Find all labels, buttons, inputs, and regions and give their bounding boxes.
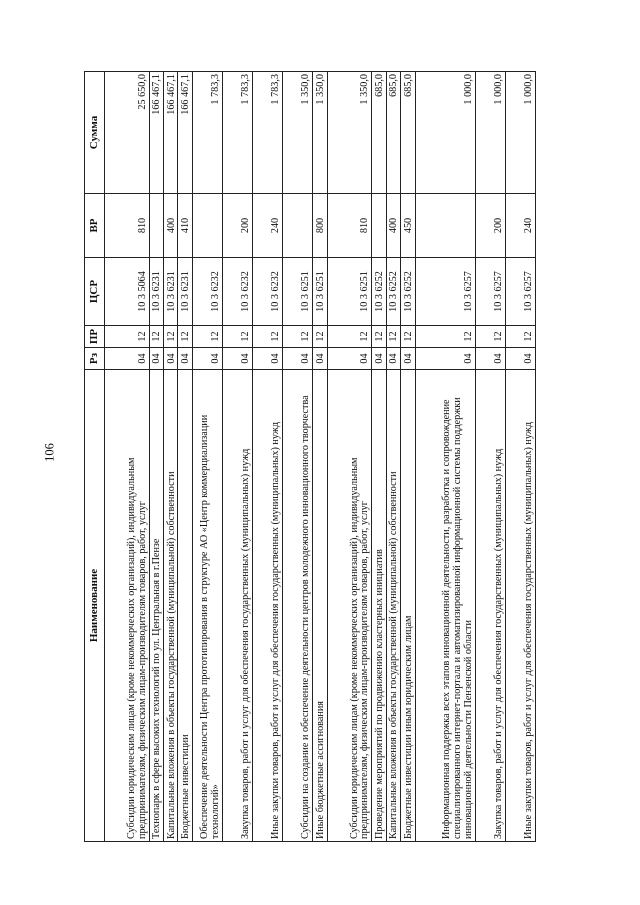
table-row xyxy=(415,72,475,842)
cell-csr: 10 3 6232 xyxy=(253,258,283,326)
cell-vr: 240 xyxy=(253,194,283,258)
cell-pr: 12 xyxy=(178,326,192,348)
cell-name: Капитальные вложения в объекты государственной (муниципальной) собственности xyxy=(164,370,178,842)
cell-pr: 12 xyxy=(283,326,313,348)
header-rz: Рз xyxy=(85,348,105,370)
budget-table xyxy=(84,71,536,842)
cell-vr xyxy=(415,194,475,258)
cell-csr: 10 3 6232 xyxy=(223,258,253,326)
cell-csr: 10 3 6232 xyxy=(192,258,222,326)
cell-rz: 04 xyxy=(178,348,192,370)
cell-vr: 450 xyxy=(401,194,415,258)
cell-vr: 800 xyxy=(313,194,327,258)
table-row xyxy=(253,72,283,842)
cell-sum: 25 650,0 xyxy=(105,72,150,194)
header-vr: ВР xyxy=(85,194,105,258)
cell-pr: 12 xyxy=(415,326,475,348)
cell-csr: 10 3 6252 xyxy=(401,258,415,326)
cell-vr xyxy=(192,194,222,258)
cell-name: Закупка товаров, работ и услуг для обеспечения государственных (муниципальных) нужд xyxy=(223,370,253,842)
table-header-row xyxy=(85,72,105,842)
cell-pr: 12 xyxy=(505,326,535,348)
table-row xyxy=(149,72,163,842)
cell-rz: 04 xyxy=(372,348,386,370)
cell-vr: 810 xyxy=(327,194,372,258)
cell-sum: 1 350,0 xyxy=(327,72,372,194)
rotated-table-wrapper xyxy=(84,72,536,842)
cell-csr: 10 3 6257 xyxy=(415,258,475,326)
cell-vr: 400 xyxy=(386,194,400,258)
table-row xyxy=(223,72,253,842)
cell-vr: 400 xyxy=(164,194,178,258)
cell-sum: 1 000,0 xyxy=(415,72,475,194)
table-row xyxy=(372,72,386,842)
header-csr: ЦСР xyxy=(85,258,105,326)
cell-vr: 410 xyxy=(178,194,192,258)
cell-pr: 12 xyxy=(372,326,386,348)
cell-sum: 1 000,0 xyxy=(475,72,505,194)
table-row xyxy=(327,72,372,842)
cell-vr: 200 xyxy=(223,194,253,258)
cell-sum: 1 350,0 xyxy=(283,72,313,194)
table-row xyxy=(401,72,415,842)
cell-csr: 10 3 6251 xyxy=(313,258,327,326)
cell-csr: 10 3 6251 xyxy=(327,258,372,326)
cell-pr: 12 xyxy=(327,326,372,348)
cell-name: Субсидии на создание и обеспечение деятельности центров молодежного инновационного творчества xyxy=(283,370,313,842)
cell-rz: 04 xyxy=(223,348,253,370)
cell-name: Технопарк в сфере высоких технологий по ул. Центральная в г.Пензе xyxy=(149,370,163,842)
cell-csr: 10 3 5064 xyxy=(105,258,150,326)
cell-csr: 10 3 6257 xyxy=(475,258,505,326)
cell-name: Информационная поддержка всех этапов инновационной деятельности, разработка и сопровождение специализированного интернет-портала и автоматизированной информационной системы поддержки инновационной деятельности Пензенской области xyxy=(415,370,475,842)
cell-sum: 166 467,1 xyxy=(178,72,192,194)
cell-vr xyxy=(372,194,386,258)
cell-name: Закупка товаров, работ и услуг для обеспечения государственных (муниципальных) нужд xyxy=(475,370,505,842)
cell-rz: 04 xyxy=(505,348,535,370)
cell-csr: 10 3 6252 xyxy=(372,258,386,326)
table-row xyxy=(283,72,313,842)
cell-name: Иные закупки товаров, работ и услуг для обеспечения государственных (муниципальных) нужд xyxy=(253,370,283,842)
page-number: 106 xyxy=(42,443,57,462)
cell-name: Иные бюджетные ассигнования xyxy=(313,370,327,842)
cell-csr: 10 3 6231 xyxy=(164,258,178,326)
cell-vr xyxy=(149,194,163,258)
cell-sum: 1 350,0 xyxy=(313,72,327,194)
table-row xyxy=(105,72,150,842)
cell-rz: 04 xyxy=(149,348,163,370)
table-row xyxy=(192,72,222,842)
cell-rz: 04 xyxy=(105,348,150,370)
cell-pr: 12 xyxy=(475,326,505,348)
cell-name: Субсидии юридическим лицам (кроме некоммерческих организаций), индивидуальным предпринимателям, физическим лицам-производителям товаров, работ, услуг xyxy=(327,370,372,842)
table-row xyxy=(164,72,178,842)
cell-name: Субсидии юридическим лицам (кроме некоммерческих организаций), индивидуальным предпринимателям, физическим лицам-производителям товаров, работ, услуг xyxy=(105,370,150,842)
cell-pr: 12 xyxy=(223,326,253,348)
cell-pr: 12 xyxy=(401,326,415,348)
cell-pr: 12 xyxy=(149,326,163,348)
header-pr: ПР xyxy=(85,326,105,348)
table-row xyxy=(475,72,505,842)
cell-sum: 166 467,1 xyxy=(149,72,163,194)
cell-rz: 04 xyxy=(386,348,400,370)
cell-sum: 1 000,0 xyxy=(505,72,535,194)
cell-pr: 12 xyxy=(253,326,283,348)
cell-vr: 240 xyxy=(505,194,535,258)
cell-rz: 04 xyxy=(253,348,283,370)
cell-rz: 04 xyxy=(313,348,327,370)
cell-sum: 685,0 xyxy=(401,72,415,194)
table-row xyxy=(505,72,535,842)
cell-sum: 166 467,1 xyxy=(164,72,178,194)
cell-sum: 1 783,3 xyxy=(192,72,222,194)
header-sum: Сумма xyxy=(85,72,105,194)
table-row xyxy=(178,72,192,842)
cell-pr: 12 xyxy=(192,326,222,348)
cell-rz: 04 xyxy=(327,348,372,370)
cell-pr: 12 xyxy=(386,326,400,348)
cell-pr: 12 xyxy=(105,326,150,348)
cell-csr: 10 3 6252 xyxy=(386,258,400,326)
cell-rz: 04 xyxy=(192,348,222,370)
cell-name: Обеспечение деятельности Центра прототипирования в структуре АО «Центр коммерциализации технологий» xyxy=(192,370,222,842)
cell-name: Бюджетные инвестиции xyxy=(178,370,192,842)
cell-rz: 04 xyxy=(475,348,505,370)
cell-rz: 04 xyxy=(401,348,415,370)
table-row xyxy=(313,72,327,842)
cell-pr: 12 xyxy=(313,326,327,348)
table-row xyxy=(386,72,400,842)
cell-rz: 04 xyxy=(415,348,475,370)
cell-name: Иные закупки товаров, работ и услуг для обеспечения государственных (муниципальных) нужд xyxy=(505,370,535,842)
cell-rz: 04 xyxy=(164,348,178,370)
cell-sum: 685,0 xyxy=(386,72,400,194)
cell-csr: 10 3 6231 xyxy=(149,258,163,326)
cell-vr: 810 xyxy=(105,194,150,258)
cell-csr: 10 3 6231 xyxy=(178,258,192,326)
cell-csr: 10 3 6251 xyxy=(283,258,313,326)
cell-sum: 685,0 xyxy=(372,72,386,194)
header-name: Наименование xyxy=(85,370,105,842)
cell-vr: 200 xyxy=(475,194,505,258)
cell-vr xyxy=(283,194,313,258)
cell-name: Капитальные вложения в объекты государственной (муниципальной) собственности xyxy=(386,370,400,842)
cell-pr: 12 xyxy=(164,326,178,348)
cell-sum: 1 783,3 xyxy=(253,72,283,194)
cell-name: Проведение мероприятий по продвижению кластерных инициатив xyxy=(372,370,386,842)
cell-name: Бюджетные инвестиции иным юридическим лицам xyxy=(401,370,415,842)
cell-rz: 04 xyxy=(283,348,313,370)
cell-sum: 1 783,3 xyxy=(223,72,253,194)
cell-csr: 10 3 6257 xyxy=(505,258,535,326)
